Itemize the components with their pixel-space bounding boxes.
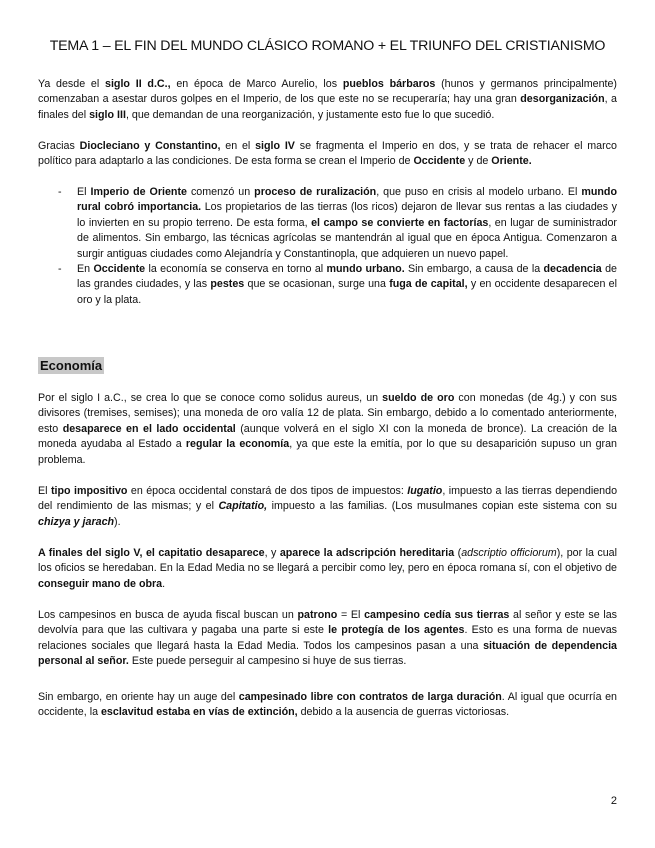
paragraph-moneda: Por el siglo I a.C., se crea lo que se conoce como solidus aureus, un sueldo de oro con monedas (de 4g.) y con sus divisores (tremises, semises); una moneda de oro valía 12 de plata. Sin embargo, debido a lo comentado anteriormente, esto desaparece en el lado occidental (aunque volverá en el siglo XI con la moneda de bronce). La creación de la moneda ayudaba al Estado a regular la economía, ya que este la emitía, por lo que su desaparición supuso un gran problema. (38, 392, 617, 466)
paragraph-adscripcion: A finales del siglo V, el capitatio desaparece, y aparece la adscripción hereditaria (adscriptio officiorum), por la cual los oficios se heredaban. En la Edad Media no se llegará a percibir como ley, pero en época romana sí, con el objetivo de conseguir mano de obra. (38, 547, 617, 590)
list-item-occidente: - En Occidente la economía se conserva en torno al mundo urbano. Sin embargo, a causa de la decadencia de las grandes ciudades, y las pestes que se ocasionan, surge una fuga de capital, y en occidente desaparecen el oro y la plata. (58, 263, 617, 306)
paragraph-impuestos: El tipo impositivo en época occidental constará de dos tipos de impuestos: Iugatio, impuesto a las tierras dependiendo del rendimiento de las mismas; y el Capitatio, impuesto a las familias. (Los musulmanes copian este sistema con su chizya y jarach). (38, 485, 618, 528)
paragraph-patronato: Los campesinos en busca de ayuda fiscal buscan un patrono = El campesino cedía sus tierras al señor y este se las devolvía para que las cultivara y pagaba una parte si este le protegía de los agentes. Esto es una forma de nuevas relaciones sociales que llegará hasta la Edad Media. Todos los campesinos pasan a una situación de dependencia personal al señor. Este puede perseguir al campesino si huye de sus tierras. (38, 609, 617, 668)
paragraph-division: Gracias Diocleciano y Constantino, en el siglo IV se fragmenta el Imperio en dos, y se trata de rehacer el marco político para adaptarlo a las condiciones. De esta forma se crean el Imperio de Occidente y de Oriente. (38, 140, 617, 168)
list-item-oriente: - El Imperio de Oriente comenzó un proceso de ruralización, que puso en crisis al modelo urbano. El mundo rural cobró importancia. Los propietarios de las tierras (los ricos) dejaron de llevar sus rentas a las ciudades y lo invierten en su propio terreno. De esta forma, el campo se convierte en factorías, en lugar de suministrador de alimentos. Sin embargo, las técnicas agrícolas se mantendrán al igual que en época Antigua. Comenzaron a surgir antiguas ciudades como Alejandría y Constantinopla, que adquieren un nuevo papel. (58, 186, 618, 260)
page-title: TEMA 1 – EL FIN DEL MUNDO CLÁSICO ROMANO + EL TRIUNFO DEL CRISTIANISMO (49, 38, 606, 54)
paragraph-oriente: Sin embargo, en oriente hay un auge del campesinado libre con contratos de larga duración. Al igual que ocurría en occidente, la esclavitud estaba en vías de extinción, debido a la ausencia de guerras victoriosas. (38, 691, 617, 719)
bullet-list (38, 185, 617, 308)
paragraph-intro: Ya desde el siglo II d.C., en época de Marco Aurelio, los pueblos bárbaros (hunos y germanos principalmente) comenzaban a asestar duros golpes en el Imperio, de los que este no se recuperaría; hay una gran desorganización, a finales del siglo III, que demandan de una reorganización, y justamente esto fue lo que sucedió. (38, 78, 617, 121)
section-heading-economia: Economía (40, 358, 103, 373)
page-number: 2 (610, 795, 617, 807)
